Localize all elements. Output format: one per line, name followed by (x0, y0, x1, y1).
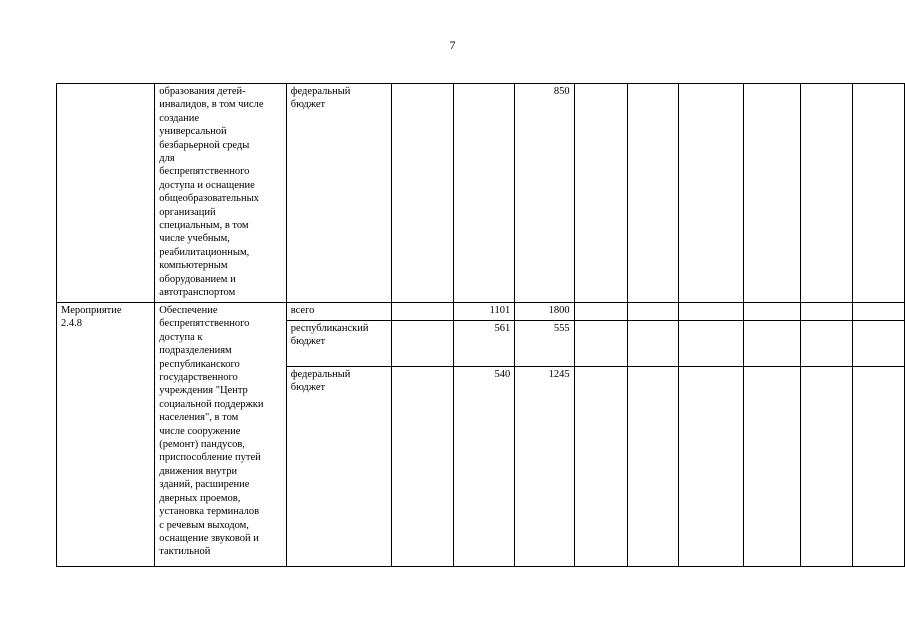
value-cell (515, 84, 574, 303)
source-cell (286, 84, 392, 303)
empty-cell (627, 303, 679, 321)
empty-cell (801, 84, 853, 303)
budget-table (56, 83, 905, 567)
source-text: республиканский бюджет (290, 323, 369, 348)
value-cell (454, 321, 515, 367)
measure-cell (57, 303, 155, 567)
value-text: 1245 (548, 369, 570, 380)
empty-cell (574, 367, 627, 567)
value-cell (515, 321, 574, 367)
description-cell (155, 84, 286, 303)
description-cell (155, 303, 286, 567)
empty-cell (744, 84, 801, 303)
empty-cell (574, 303, 627, 321)
table-row (57, 303, 905, 321)
empty-cell (744, 321, 801, 367)
value-cell (392, 303, 454, 321)
empty-cell (801, 367, 853, 567)
empty-cell (679, 303, 744, 321)
empty-cell (574, 321, 627, 367)
empty-cell (574, 84, 627, 303)
value-cell (515, 303, 574, 321)
empty-cell (679, 367, 744, 567)
source-cell (286, 367, 392, 567)
value-cell (392, 367, 454, 567)
measure-cell (57, 84, 155, 303)
value-text: 850 (553, 86, 570, 97)
empty-cell (627, 84, 679, 303)
page-number: 7 (449, 38, 456, 52)
measure-text: Мероприятие 2.4.8 (61, 305, 122, 330)
value-text: 561 (494, 323, 511, 334)
empty-cell (627, 321, 679, 367)
value-text: 540 (494, 369, 511, 380)
value-cell (392, 321, 454, 367)
source-cell (286, 303, 392, 321)
value-cell (454, 84, 515, 303)
empty-cell (679, 321, 744, 367)
empty-cell (679, 84, 744, 303)
source-text: всего (290, 305, 315, 316)
empty-cell (744, 303, 801, 321)
empty-cell (852, 303, 904, 321)
value-text: 1101 (489, 305, 511, 316)
empty-cell (627, 367, 679, 567)
description-text: Обеспечение беспрепятственного доступа к подразделениям республиканского государственного учреждения "Центр социальной поддержки населения", в том числе сооружение (ремонт) пандусов, приспособление путей движения внутри зданий, расширение дверных проемов, установка терминалов с речевым выходом, оснащение звуковой и тактильной (159, 305, 264, 558)
empty-cell (852, 367, 904, 567)
description-text: образования детей- инвалидов, в том числе создание универсальной безбарьерной среды для беспрепятственного доступа и оснащение общеобразовательных организаций специальным, в том числе учебным, реабилитационным, компьютерным оборудованием и автотранспортом (159, 86, 264, 299)
empty-cell (744, 367, 801, 567)
value-cell (454, 367, 515, 567)
value-cell (454, 303, 515, 321)
value-cell (515, 367, 574, 567)
empty-cell (801, 321, 853, 367)
empty-cell (852, 84, 904, 303)
source-cell (286, 321, 392, 367)
value-cell (392, 84, 454, 303)
source-text: федеральный бюджет (290, 369, 351, 394)
source-text: федеральный бюджет (290, 86, 351, 111)
empty-cell (852, 321, 904, 367)
value-text: 1800 (548, 305, 570, 316)
value-text: 555 (553, 323, 570, 334)
empty-cell (801, 303, 853, 321)
table-row (57, 84, 905, 303)
